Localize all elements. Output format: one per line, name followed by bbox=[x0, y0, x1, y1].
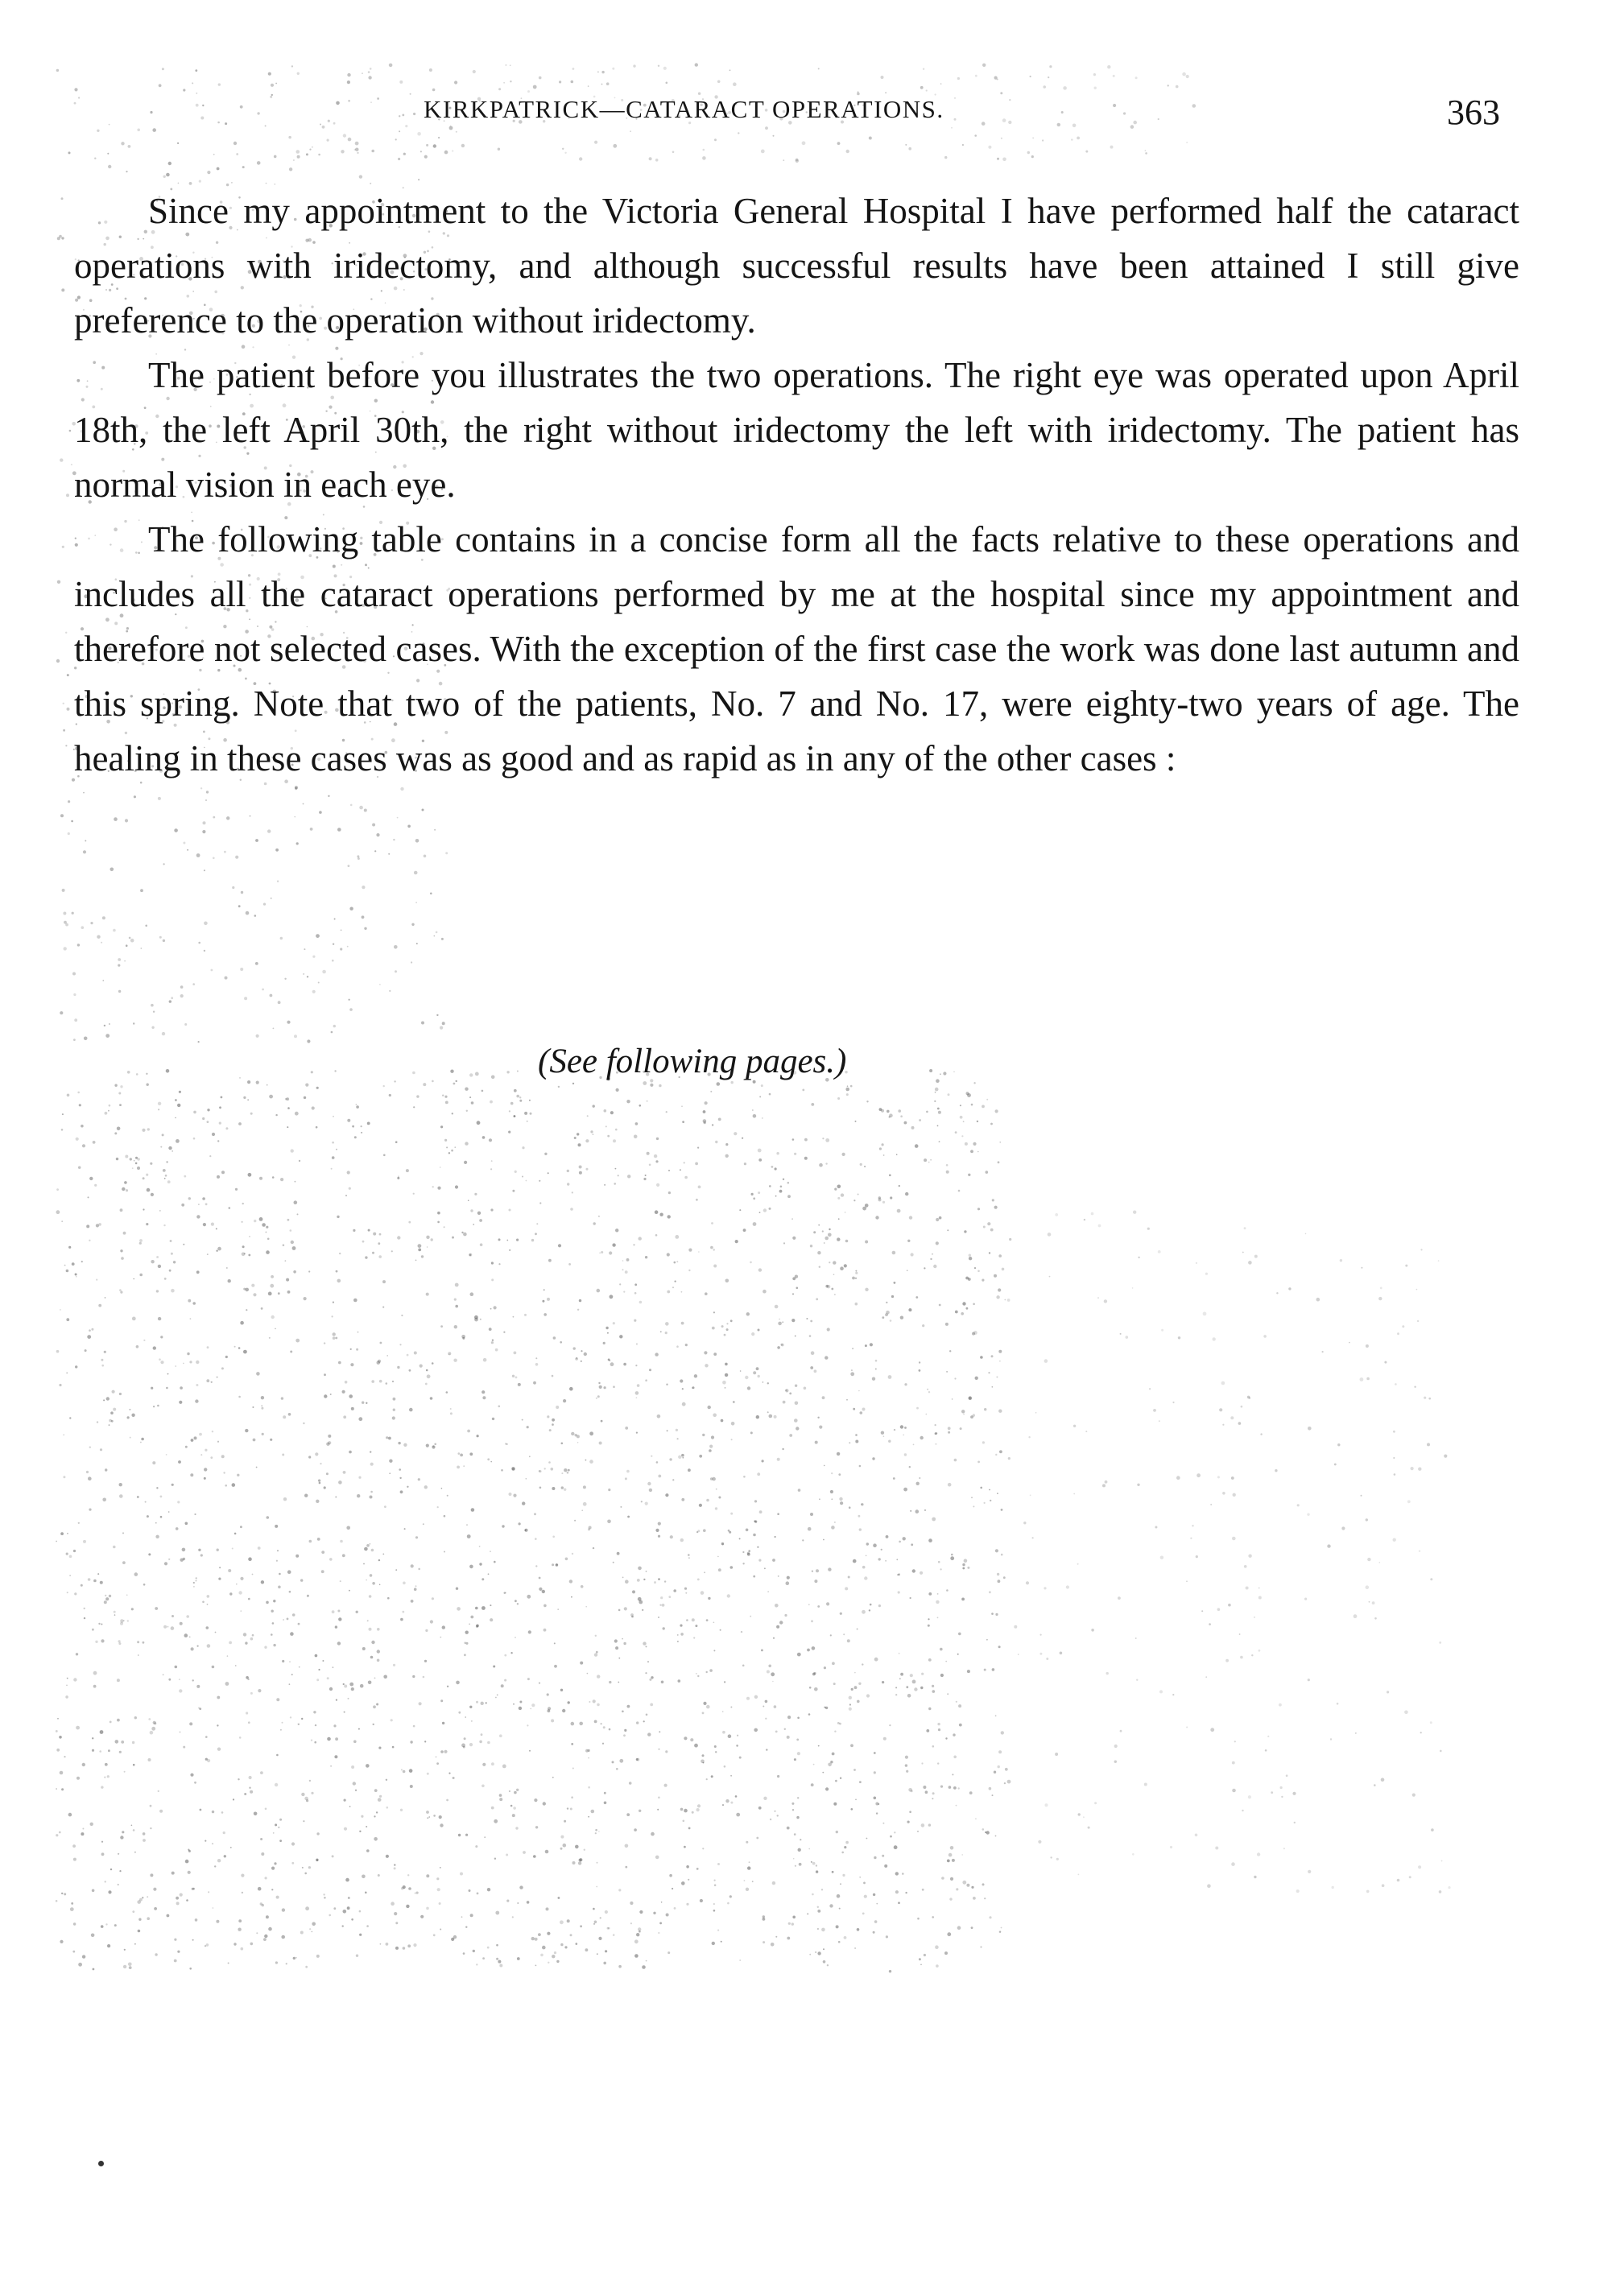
running-head: KIRKPATRICK—CATARACT OPERATIONS. bbox=[424, 95, 944, 123]
see-following-pages-note: (See following pages.) bbox=[538, 1043, 847, 1080]
paragraph-3: The following table contains in a concise form all the facts relative to these operations and includes all the cataract operations performed by me at the hospital since my appointment and therefore not selected cases. With the exception of the first case the work was done last autumn and this spring. Note that two of the patients, No. 7 and No. 17, were eighty-two years of age. The healing in these cases was as good and as rapid as in any of the other cases : bbox=[74, 519, 1519, 778]
paragraph-2: The patient before you illustrates the two operations. The right eye was operated upon April 18th, the left April 30th, the right without iridectomy the left with iridectomy. The patient has normal vision in each eye. bbox=[74, 355, 1519, 505]
paragraph-1: Since my appointment to the Victoria General Hospital I have performed half the cataract operations with iridectomy, and although successful results have been attained I still give preference to the operation without iridectomy. bbox=[74, 191, 1519, 341]
page-header bbox=[0, 95, 1616, 143]
stray-ink-dot bbox=[98, 2161, 104, 2166]
body-text bbox=[74, 184, 1519, 786]
page-number: 363 bbox=[1447, 93, 1500, 132]
